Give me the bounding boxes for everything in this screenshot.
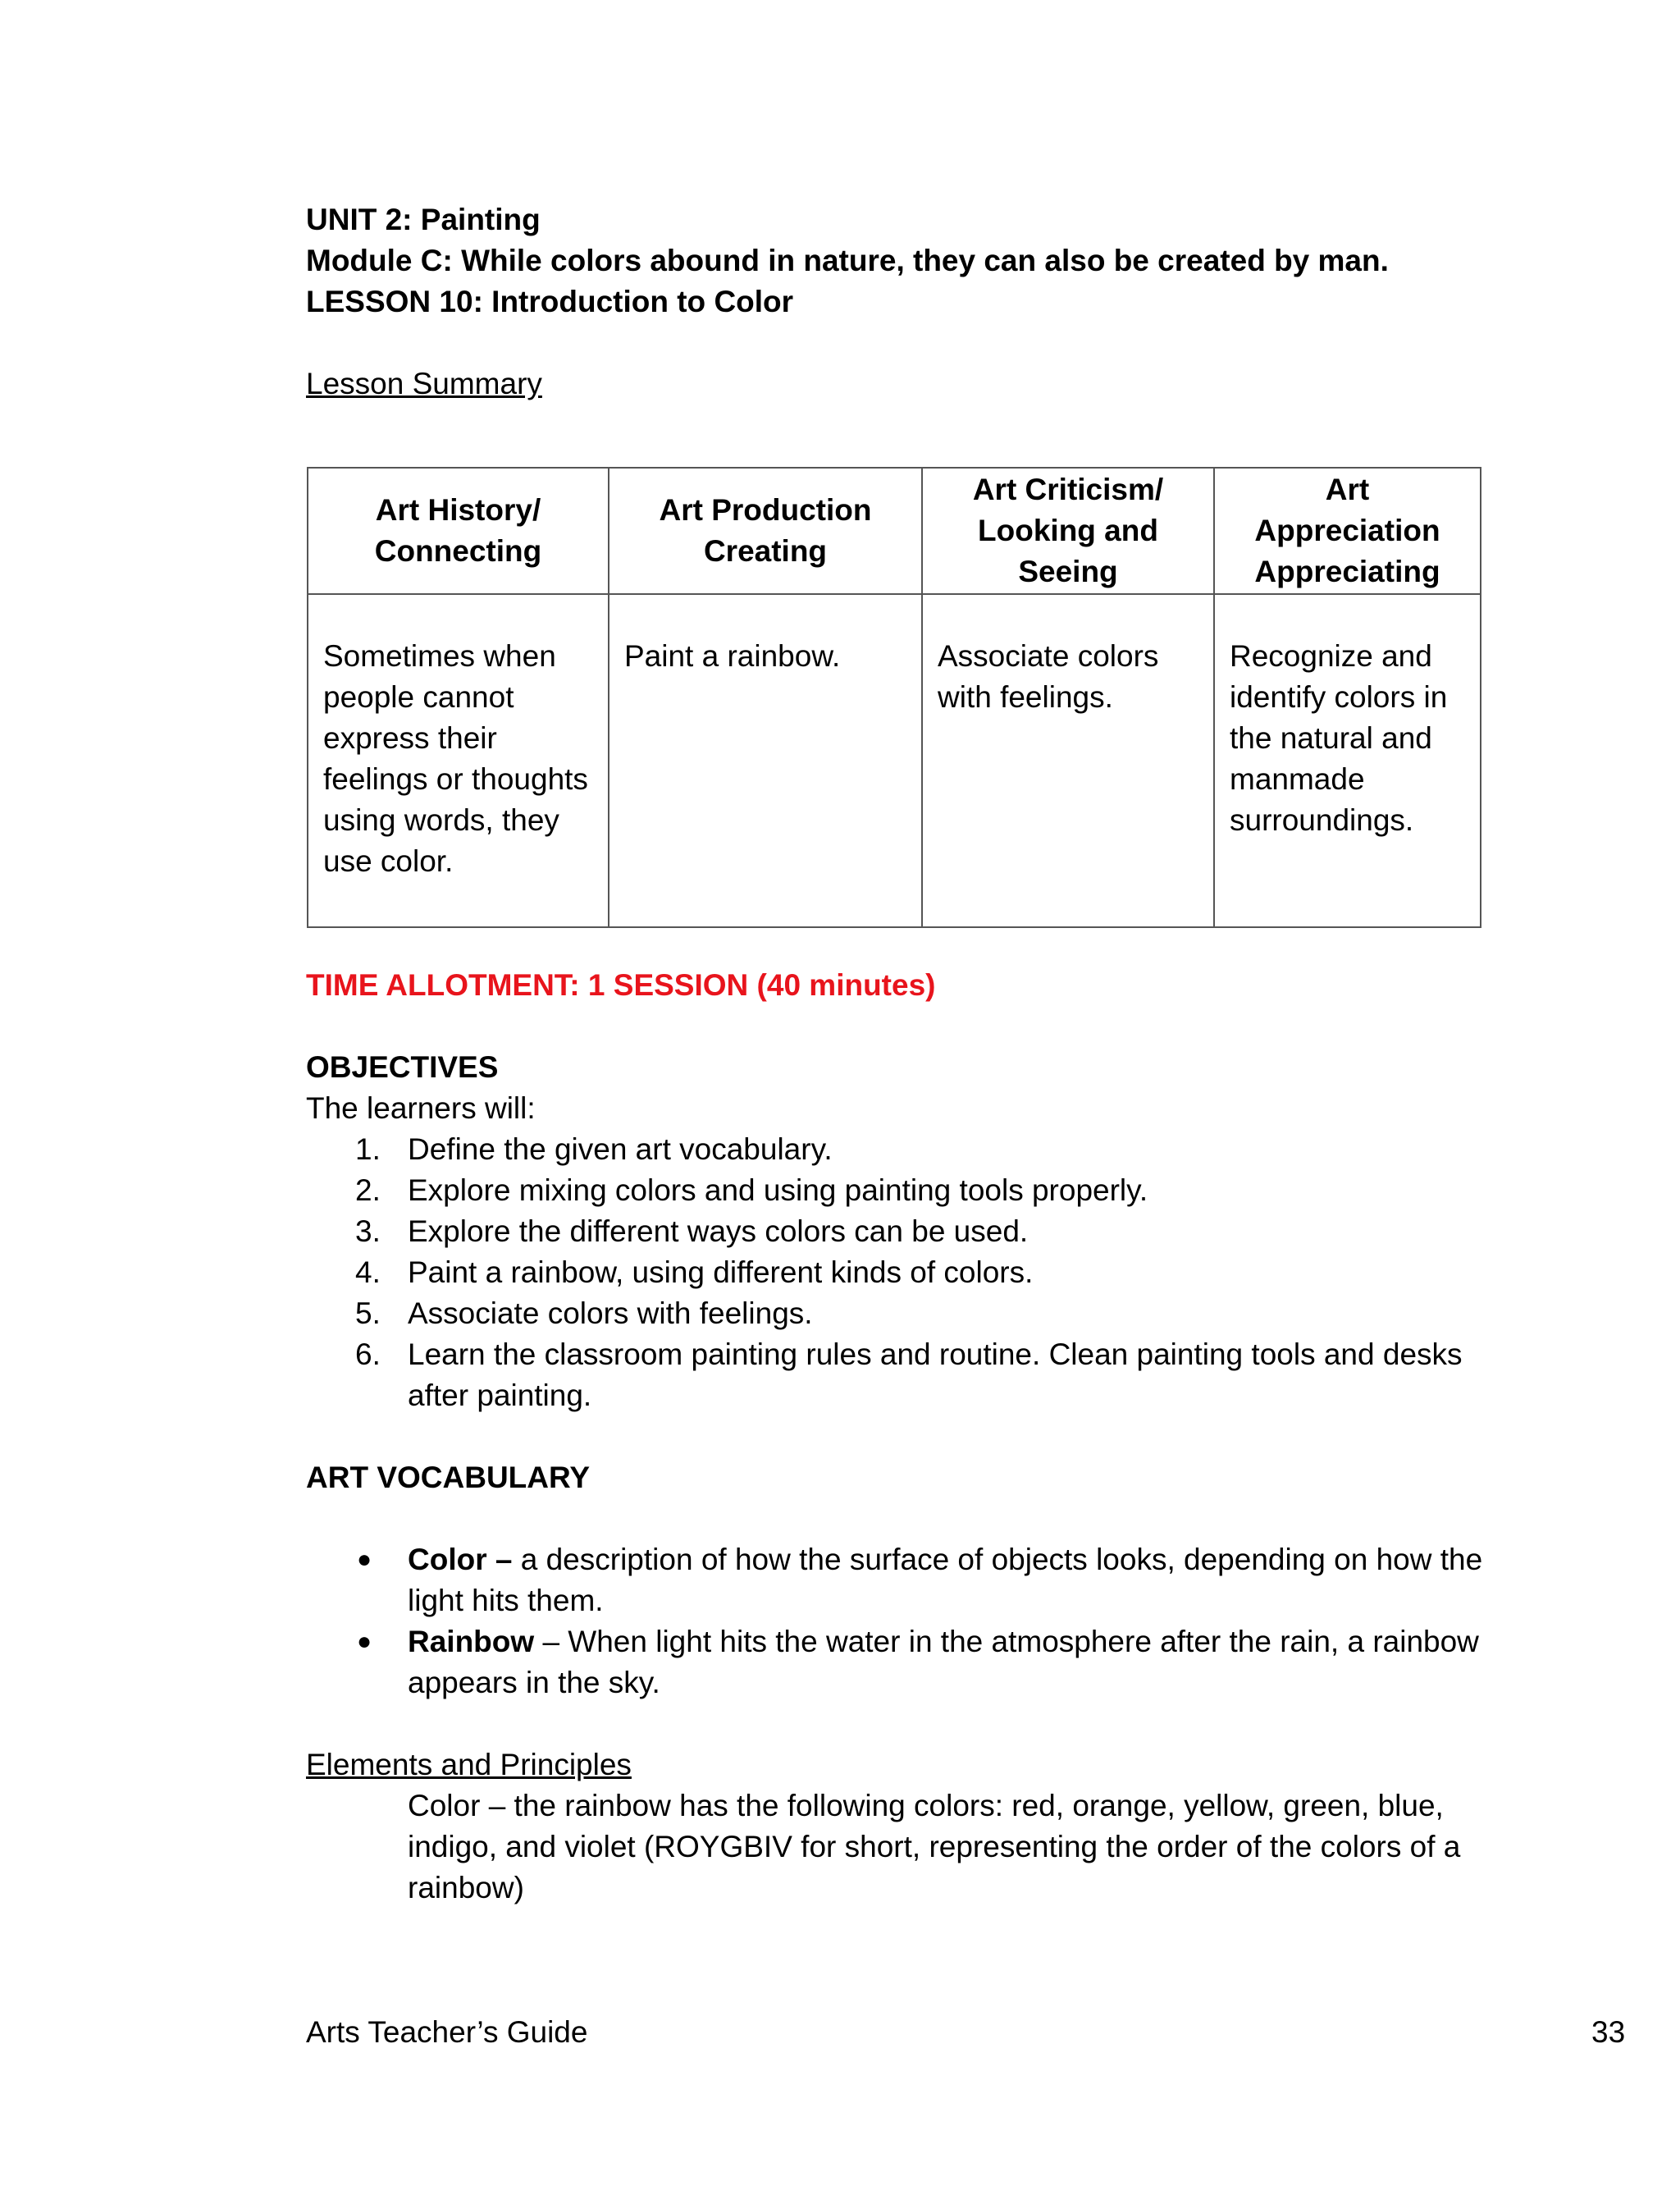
bullet-icon: ● [357, 1628, 372, 1655]
list-item: 6. Learn the classroom painting rules and routine. Clean painting tools and desks after painting. [355, 1337, 1463, 1412]
footer-title: Arts Teacher’s Guide [306, 2015, 588, 2049]
header-cell-art-criticism: Art Criticism/ Looking and Seeing [922, 468, 1214, 594]
list-item: 1. Define the given art vocabulary. [355, 1132, 833, 1166]
lesson-summary-heading: Lesson Summary [306, 367, 542, 400]
lesson-details [306, 965, 1483, 1909]
vocab-definition: a description of how the surface of objects looks, depending on how the light hits them. [408, 1543, 1483, 1617]
time-allotment: TIME ALLOTMENT: 1 SESSION (40 minutes) [306, 968, 936, 1002]
module-title: Module C: While colors abound in nature, they can also be created by man. [306, 244, 1389, 277]
list-item: 2. Explore mixing colors and using painting tools properly. [355, 1173, 1148, 1207]
elements-heading: Elements and Principles [306, 1748, 632, 1781]
objectives-list [306, 1129, 1483, 1416]
list-item: 4. Paint a rainbow, using different kinds of colors. [355, 1255, 1034, 1289]
vocab-term: Color – [408, 1543, 513, 1576]
header-cell-art-appreciation: Art Appreciation Appreciating [1214, 468, 1481, 594]
vocabulary-list [306, 1539, 1483, 1703]
list-item: 3. Explore the different ways colors can be used. [355, 1214, 1029, 1248]
list-item [306, 1539, 1483, 1621]
list-item: 5. Associate colors with feelings. [355, 1296, 813, 1330]
body-cell-art-appreciation: Recognize and identify colors in the natural and manmade surroundings. [1214, 594, 1481, 927]
lesson-title: LESSON 10: Introduction to Color [306, 285, 794, 318]
lesson-summary-table [307, 467, 1481, 928]
header-cell-art-production: Art Production Creating [609, 468, 922, 594]
vocab-term: Rainbow [408, 1625, 535, 1658]
table-row [308, 594, 1481, 927]
vocabulary-heading: ART VOCABULARY [306, 1461, 591, 1494]
list-item [306, 1621, 1483, 1703]
body-cell-art-history: Sometimes when people cannot express their feelings or thoughts using words, they use color. [308, 594, 609, 927]
body-cell-art-production: Paint a rainbow. [609, 594, 922, 927]
objectives-heading: OBJECTIVES [306, 1050, 499, 1084]
objectives-intro: The learners will: [306, 1091, 536, 1125]
page-content [306, 199, 1483, 405]
vocab-definition: – When light hits the water in the atmosphere after the rain, a rainbow appears in the sky. [408, 1625, 1479, 1699]
header-cell-art-history: Art History/ Connecting [308, 468, 609, 594]
page-number: 33 [1591, 2015, 1626, 2049]
elements-text: Color – the rainbow has the following colors: red, orange, yellow, green, blue, indigo, and violet (ROYGBIV for short, representing the order of the colors of a rainbow) [408, 1789, 1461, 1904]
table-header-row [308, 468, 1481, 594]
bullet-icon: ● [357, 1546, 372, 1573]
body-cell-art-criticism: Associate colors with feelings. [922, 594, 1214, 927]
unit-title: UNIT 2: Painting [306, 203, 541, 236]
